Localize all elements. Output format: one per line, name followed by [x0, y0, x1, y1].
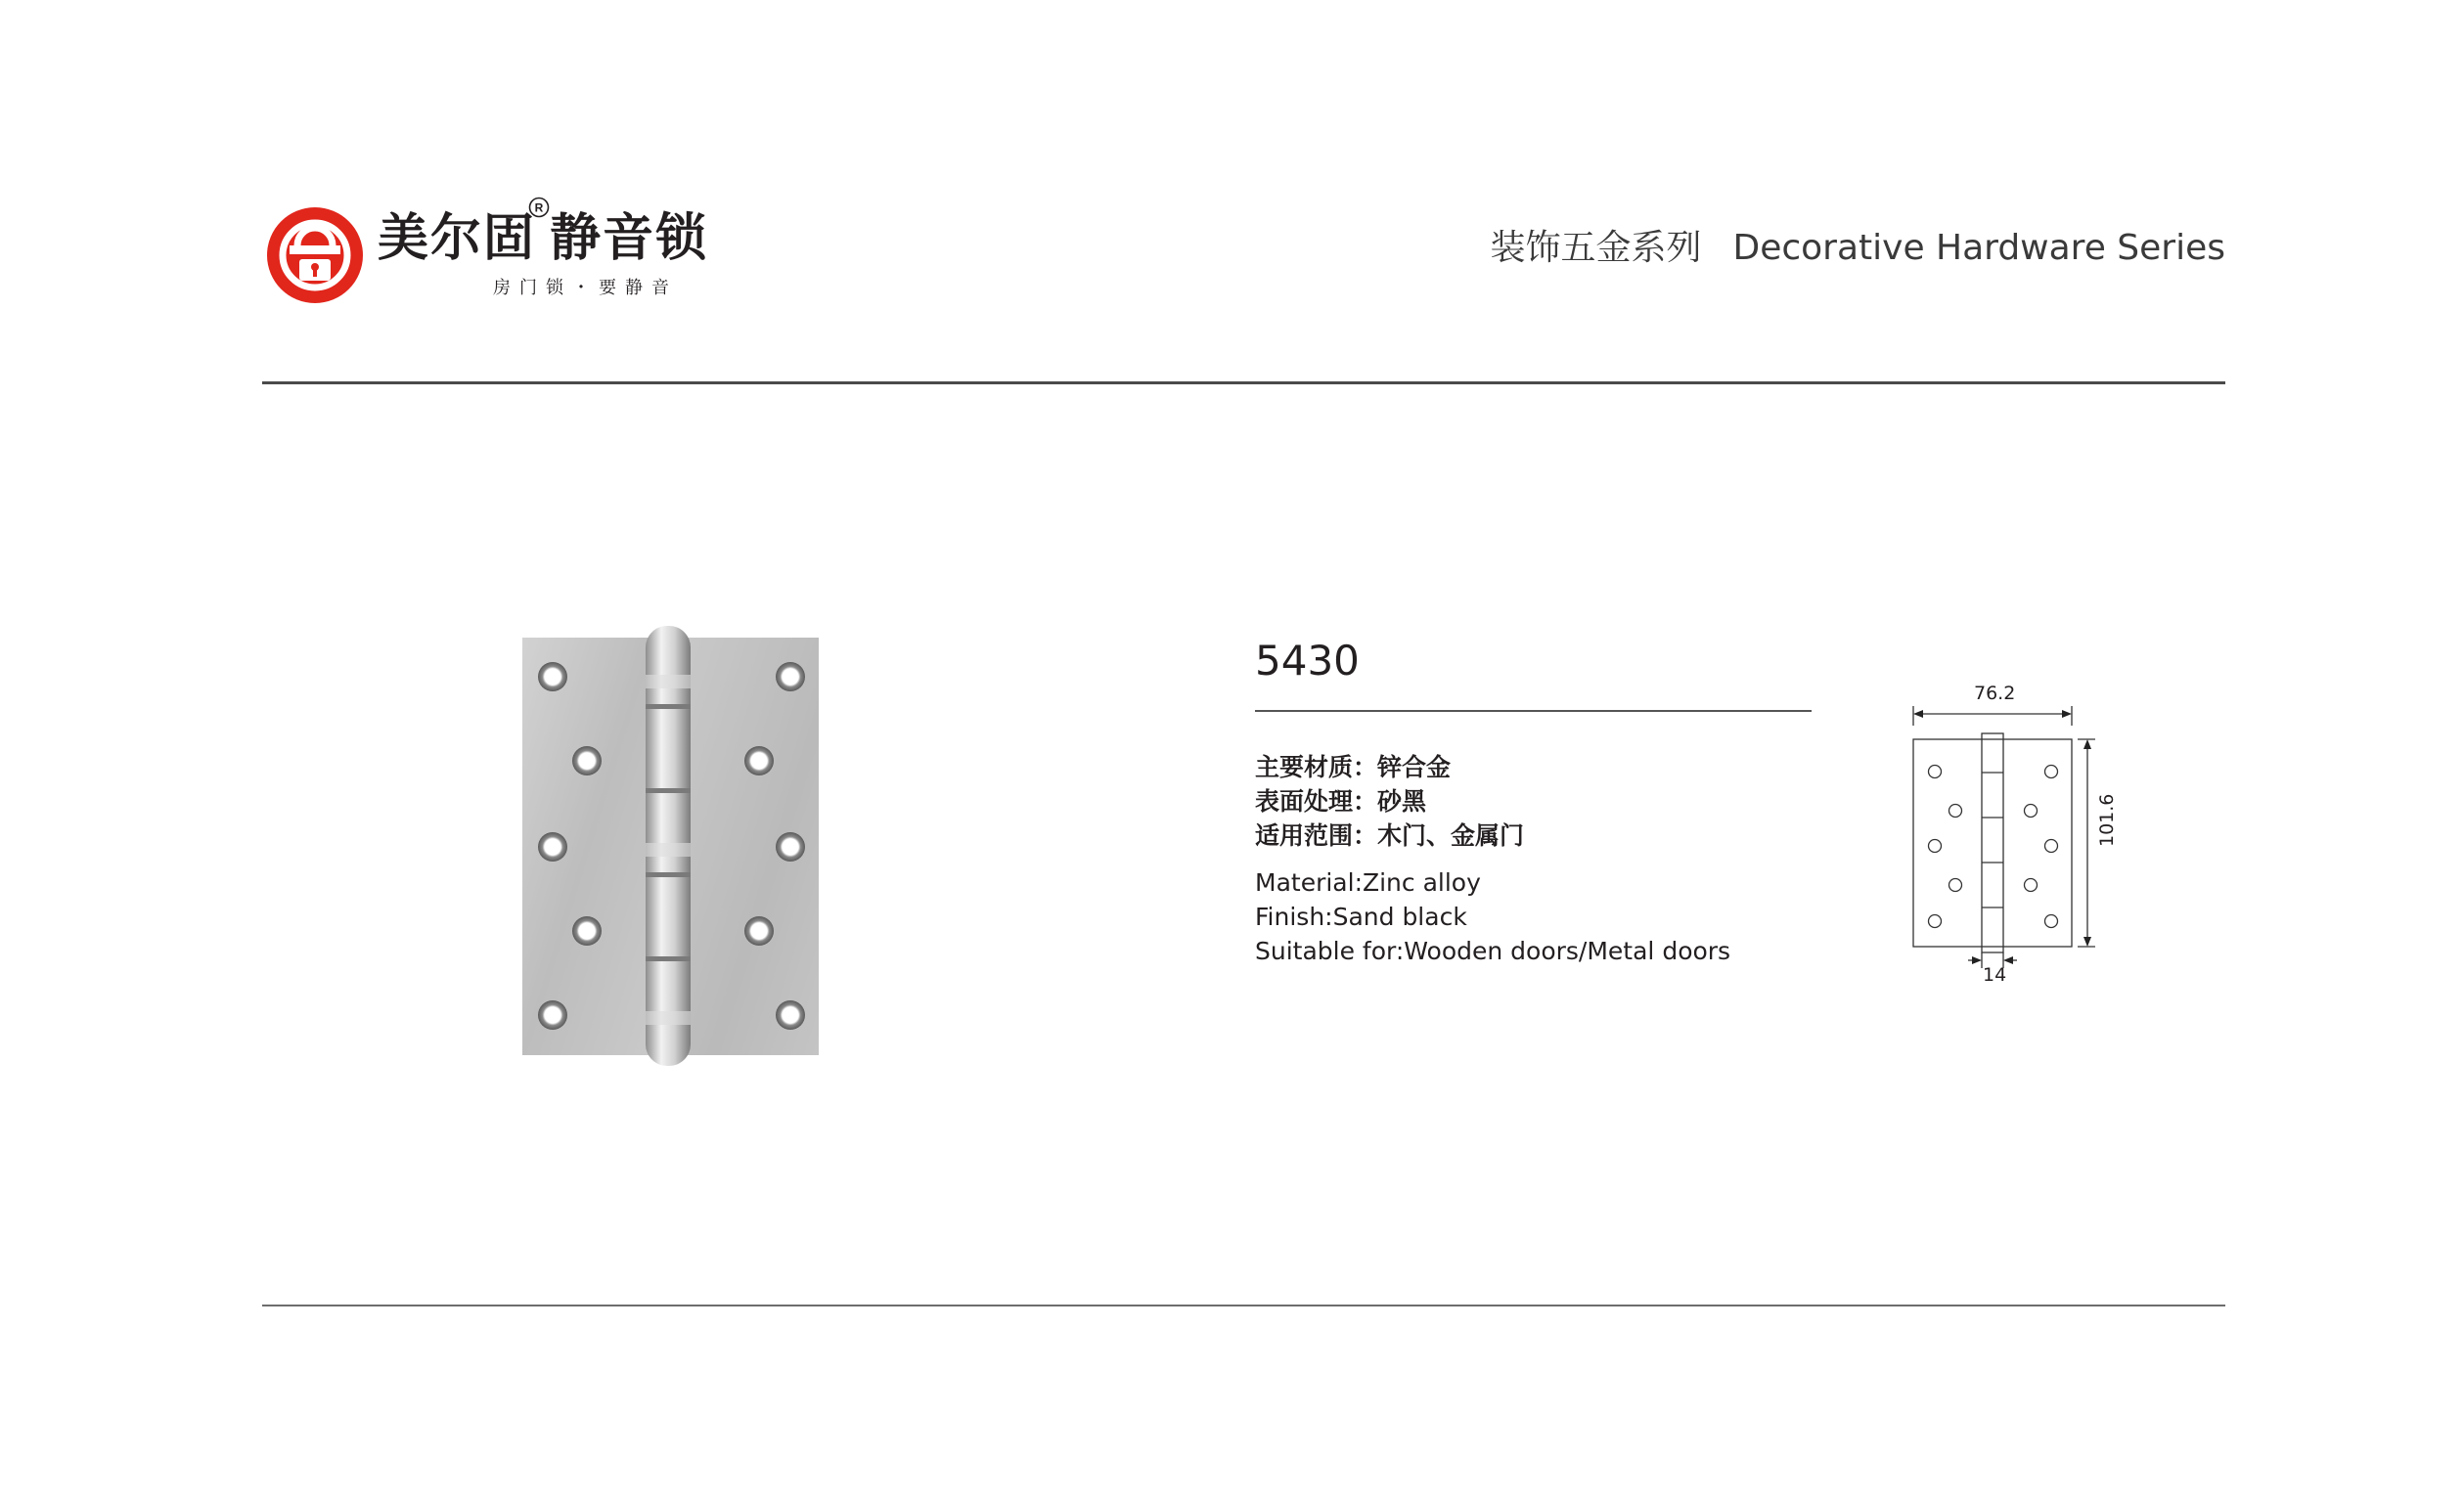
brand-name-main: 美尔固 — [378, 209, 537, 268]
brand-logo-icon — [266, 206, 364, 304]
model-number: 5430 — [1255, 637, 1360, 685]
series-title — [1490, 228, 2225, 268]
spec-material-cn: 主要材质：锌合金 — [1255, 753, 1452, 781]
spec-finish-en: Finish:Sand black — [1255, 903, 1467, 931]
series-title-cn: 装饰五金系列 — [1490, 228, 1702, 268]
hinge-product-photo — [518, 616, 824, 1066]
spec-finish-cn: 表面处理：砂黑 — [1255, 787, 1427, 816]
spec-material-en: Material:Zinc alloy — [1255, 868, 1481, 897]
spec-usage-cn: 适用范围：木门、金属门 — [1255, 821, 1525, 850]
svg-text:R: R — [534, 200, 544, 215]
width-dimension-label: 76.2 — [1974, 683, 2016, 704]
model-divider — [1255, 710, 1812, 712]
height-dimension-label: 101.6 — [2096, 793, 2118, 847]
spec-usage-en: Suitable for:Wooden doors/Metal doors — [1255, 937, 1731, 965]
series-title-en: Decorative Hardware Series — [1732, 228, 2225, 268]
header-divider — [262, 381, 2225, 384]
brand-name — [378, 209, 709, 268]
hinge-dimension-drawing — [1898, 675, 2113, 993]
footer-divider — [262, 1305, 2225, 1306]
brand-slogan: 房门锁・要静音 — [493, 278, 678, 298]
knuckle-dimension-label: 14 — [1983, 964, 2007, 986]
registered-mark-icon — [528, 197, 550, 218]
brand-name-sub: 静音锁 — [550, 209, 709, 268]
